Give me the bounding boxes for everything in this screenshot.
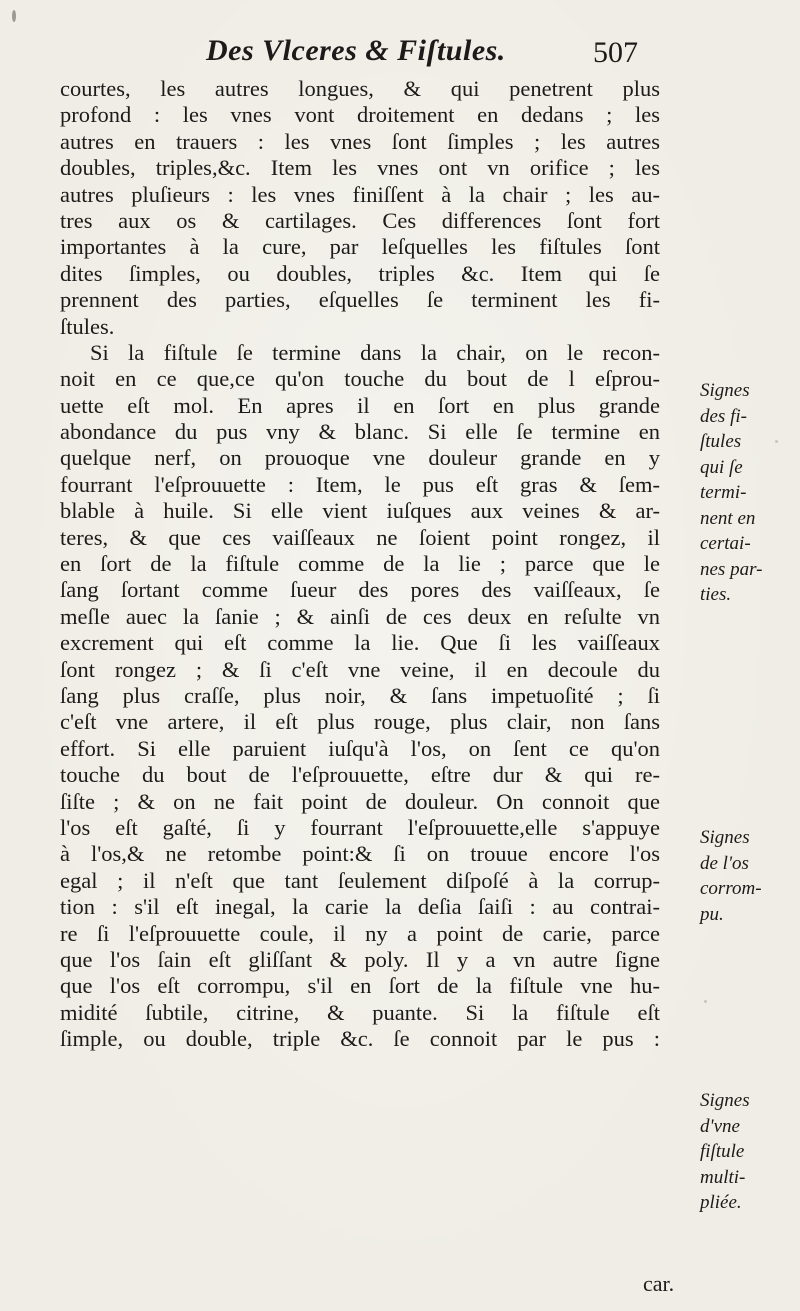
text-line: que l'os ſain eſt gliſſant & poly. Il y a vn autre ſigne: [60, 946, 660, 972]
margin-note-line: d'vne: [700, 1115, 740, 1137]
margin-note-signes-os-corrompu: [700, 825, 796, 927]
text-line: l'os eſt gaſté, ſi y fourrant l'eſprouuette,elle s'appuye: [60, 814, 660, 840]
running-title: Des Vlceres & Fiſtules.: [206, 34, 506, 67]
margin-note-line: de l'os: [700, 852, 749, 874]
text-line: meſle auec la ſanie ; & ainſi de ces deux en reſulte vn: [60, 603, 660, 629]
margin-note-line: certai-: [700, 533, 751, 554]
text-line: blable à huile. Si elle vient iuſques aux veines & ar-: [60, 498, 660, 524]
text-line: ſang ſortant comme ſueur des pores des vaiſſeaux, ſe: [60, 577, 660, 603]
margin-note-line: termi-: [700, 482, 747, 503]
text-line: c'eſt vne artere, il eſt plus rouge, plus clair, non ſans: [60, 709, 660, 735]
margin-note-signes-fistule-multipliee: [700, 1088, 796, 1216]
text-line: que l'os eſt corrompu, s'il en ſort de la fiſtule vne hu-: [60, 973, 660, 999]
text-line: profond : les vnes vont droitement en dedans ; les: [60, 102, 660, 128]
text-line: midité ſubtile, citrine, & puante. Si la fiſtule eſt: [60, 999, 660, 1025]
text-line: doubles, triples,&c. Item les vnes ont vn orifice ; les: [60, 155, 660, 181]
ink-spot: [12, 10, 16, 22]
text-line: prennent des parties, eſquelles ſe terminent les fi-: [60, 287, 660, 313]
text-line: ſiſte ; & on ne fait point de douleur. On connoit que: [60, 788, 660, 814]
text-line: uette eſt mol. En apres il en ſort en plus grande: [60, 392, 660, 418]
margin-note-signes-fistules: [700, 378, 796, 608]
text-line: teres, & que ces vaiſſeaux ne ſoient point rongez, il: [60, 524, 660, 550]
text-line: fourrant l'eſprouuette : Item, le pus eſt gras & ſem-: [60, 471, 660, 497]
margin-note-line: Signes: [700, 380, 750, 401]
text-line: abondance du pus vny & blanc. Si elle ſe termine en: [60, 419, 660, 445]
text-line: excrement qui eſt comme la lie. Que ſi les vaiſſeaux: [60, 630, 660, 656]
text-line: tres aux os & cartilages. Ces differences ſont fort: [60, 207, 660, 233]
text-line: tion : s'il eſt inegal, la carie la deſia ſaiſi : au contrai-: [60, 894, 660, 920]
margin-note-line: ſtules: [700, 431, 742, 452]
text-line: quelque nerf, on prouoque vne douleur grande en y: [60, 445, 660, 471]
margin-note-line: des fi-: [700, 405, 747, 427]
text-line: effort. Si elle paruient iuſqu'à l'os, on ſent ce qu'on: [60, 735, 660, 761]
margin-note-line: qui ſe: [700, 456, 743, 478]
margin-note-line: fiſtule: [700, 1141, 745, 1162]
margin-note-line: ties.: [700, 584, 732, 605]
text-line: dites ſimples, ou doubles, triples &c. Item qui ſe: [60, 260, 660, 286]
text-line: touche du bout de l'eſprouuette, eſtre dur & qui re-: [60, 762, 660, 788]
text-line: noit en ce que,ce qu'on touche du bout de l eſprou-: [60, 366, 660, 392]
text-line: à l'os,& ne retombe point:& ſi on trouue encore l'os: [60, 841, 660, 867]
text-line: autres pluſieurs : les vnes finiſſent à la chair ; les au-: [60, 181, 660, 207]
text-line: ſimple, ou double, triple &c. ſe connoit par le pus :: [60, 1026, 660, 1052]
page-number: 507: [593, 36, 638, 69]
margin-note-line: corrom-: [700, 878, 762, 899]
margin-note-line: Signes: [700, 827, 750, 848]
text-line: Si la fiſtule ſe termine dans la chair, on le recon-: [90, 339, 660, 365]
margin-note-line: nent en: [700, 507, 756, 529]
margin-note-line: Signes: [700, 1090, 750, 1111]
margin-note-line: pu.: [700, 903, 724, 925]
text-line: re ſi l'eſprouuette coule, il ny a point de carie, parce: [60, 920, 660, 946]
margin-note-line: pliée.: [700, 1192, 742, 1213]
text-line: ſont rongez ; & ſi c'eſt vne veine, il en decoule du: [60, 656, 660, 682]
text-line: en ſort de la fiſtule comme de la lie ; parce que le: [60, 551, 660, 577]
text-line: egal ; il n'eſt que tant ſeulement diſpoſé à la corrup-: [60, 867, 660, 893]
margin-note-line: multi-: [700, 1166, 746, 1188]
text-line: importantes à la cure, par leſquelles les fiſtules ſont: [60, 234, 660, 260]
ink-spot: [704, 1000, 707, 1003]
text-line: autres en trauers : les vnes ſont ſimples ; les autres: [60, 128, 660, 154]
catchword: car.: [643, 1271, 675, 1296]
margin-note-line: nes par-: [700, 558, 763, 580]
text-line: ſang plus craſſe, plus noir, & ſans impetuoſité ; ſi: [60, 682, 660, 708]
text-line: ſtules.: [60, 313, 115, 339]
main-text: [60, 76, 660, 1052]
page-header: [60, 34, 660, 78]
text-line: courtes, les autres longues, & qui penetrent plus: [60, 76, 660, 101]
